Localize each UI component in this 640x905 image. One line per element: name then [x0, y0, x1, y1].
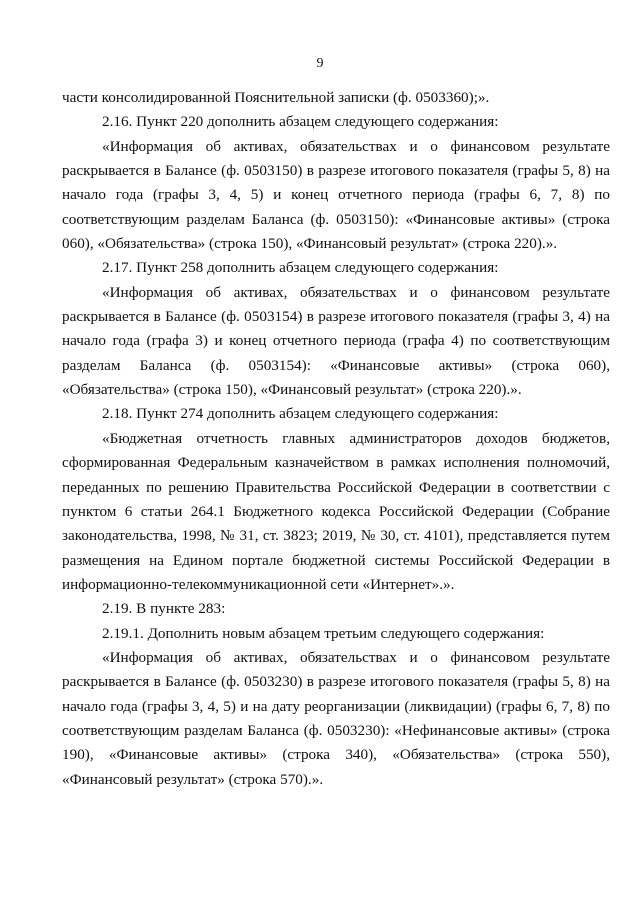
- paragraph-item-2-19: 2.19. В пункте 283:: [102, 600, 226, 618]
- paragraph-item-2-16: 2.16. Пункт 220 дополнить абзацем следующего содержания:: [102, 113, 499, 131]
- paragraph-item-2-19-1: 2.19.1. Дополнить новым абзацем третьим следующего содержания:: [102, 624, 545, 642]
- paragraph-item-2-17: 2.17. Пункт 258 дополнить абзацем следующего содержания:: [102, 259, 499, 277]
- paragraph-item-2-18: 2.18. Пункт 274 дополнить абзацем следующего содержания:: [102, 405, 499, 423]
- document-body: [62, 86, 610, 792]
- paragraph-quote-2-17: «Информация об активах, обязательствах и о финансовом результате раскрывается в Балансе (ф. 0503154) в разрезе итогового показателя (графы 3, 4) на начало года (графа 3) и конец отчетного периода (графа 4) по соответствующим разделам Баланса (ф. 0503154): «Финансовые активы» (строка 060), «Обязательства» (строка 150), «Финансовый результат» (строка 220).».: [62, 283, 610, 399]
- paragraph-quote-2-18: «Бюджетная отчетность главных администраторов доходов бюджетов, сформированная Федеральным казначейством в рамках исполнения полномочий, переданных по решению Правительства Российской Федерации в соответствии с пунктом 6 статьи 264.1 Бюджетного кодекса Российской Федерации (Собрание законодательства, 1998, № 31, ст. 3823; 2019, № 30, ст. 4101), представляется путем размещения на Едином портале бюджетной системы Российской Федерации в информационно-телекоммуникационной сети «Интернет».».: [62, 429, 610, 593]
- page-number: 9: [316, 56, 324, 71]
- paragraph-quote-2-16: «Информация об активах, обязательствах и о финансовом результате раскрывается в Балансе (ф. 0503150) в разрезе итогового показателя (графы 5, 8) на начало года (графы 3, 4, 5) и конец отчетного периода (графы 6, 7, 8) по соответствующим разделам Баланса (ф. 0503150): «Финансовые активы» (строка 060), «Обязательства» (строка 150), «Финансовый результат» (строка 220).».: [62, 137, 610, 253]
- paragraph-continuation: части консолидированной Пояснительной записки (ф. 0503360);».: [62, 89, 490, 106]
- paragraph-quote-2-19-1: «Информация об активах, обязательствах и о финансовом результате раскрывается в Балансе (ф. 0503230) в разрезе итогового показателя (графы 5, 8) на начало года (графы 3, 4, 5) и на дату реорганизации (ликвидации) (графы 6, 7, 8) по соответствующим разделам Баланса (ф. 0503230): «Нефинансовые активы» (строка 190), «Финансовые активы» (строка 340), «Обязательства» (строка 550), «Финансовый результат» (строка 570).».: [62, 648, 610, 788]
